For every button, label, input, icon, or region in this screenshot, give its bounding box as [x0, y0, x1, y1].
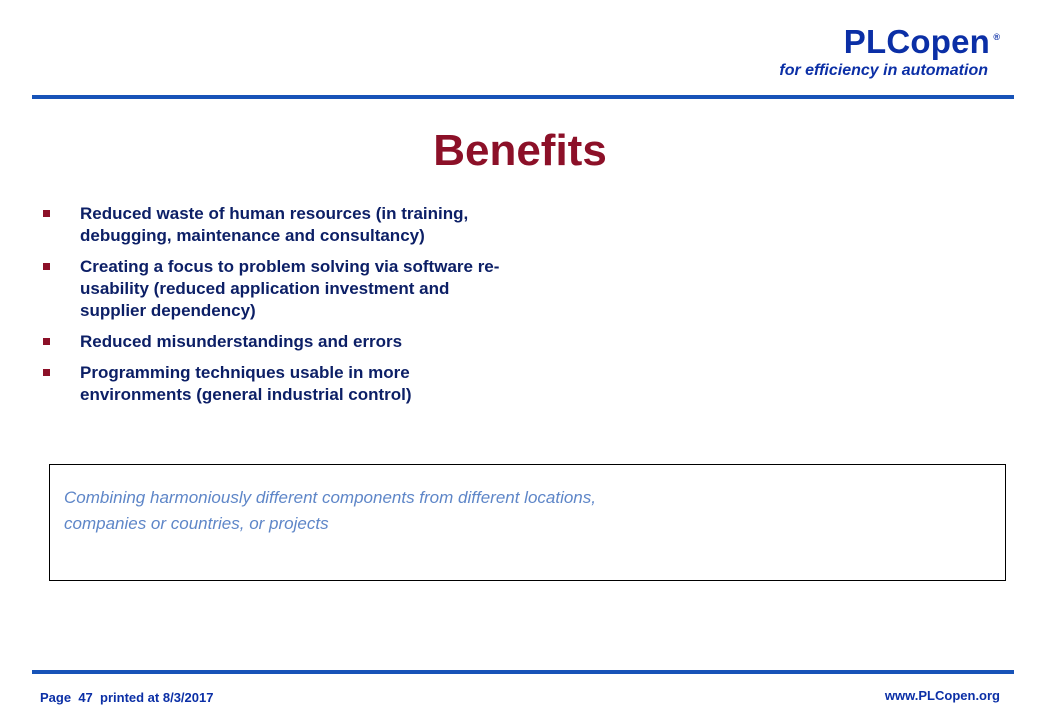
- footer-page-info: [40, 690, 213, 705]
- list-item: [40, 362, 520, 406]
- list-item: [40, 256, 520, 322]
- bullet-text: Reduced waste of human resources (in training, debugging, maintenance and consultancy): [80, 204, 469, 245]
- registered-mark: ®: [993, 32, 1000, 42]
- bullet-text: Creating a focus to problem solving via software re-usability (reduced application investment and supplier dependency): [80, 257, 500, 320]
- website-link[interactable]: www.PLCopen.org: [884, 688, 1000, 703]
- square-bullet-icon: [43, 210, 50, 217]
- bullet-text: Programming techniques usable in more environments (general industrial control): [80, 363, 412, 404]
- note-box: [49, 464, 1006, 581]
- list-item: [40, 203, 520, 247]
- square-bullet-icon: [43, 338, 50, 345]
- logo-name: PLCopen: [843, 23, 990, 60]
- printed-date: printed at 8/3/2017: [100, 690, 214, 705]
- square-bullet-icon: [43, 369, 50, 376]
- plcopen-logo: [740, 22, 1000, 80]
- header-divider: [32, 95, 1014, 99]
- note-text: Combining harmoniously different components from different locations, companies or countries, or projects: [64, 488, 596, 533]
- square-bullet-icon: [43, 263, 50, 270]
- logo-tagline: for efficiency in automation: [779, 62, 988, 79]
- page-number: 47: [78, 690, 93, 705]
- benefits-list: [40, 203, 520, 415]
- footer-divider: [32, 670, 1014, 674]
- page-label: Page: [40, 690, 72, 705]
- slide-title: Benefits: [433, 126, 607, 175]
- bullet-text: Reduced misunderstandings and errors: [80, 332, 403, 351]
- list-item: [40, 331, 520, 353]
